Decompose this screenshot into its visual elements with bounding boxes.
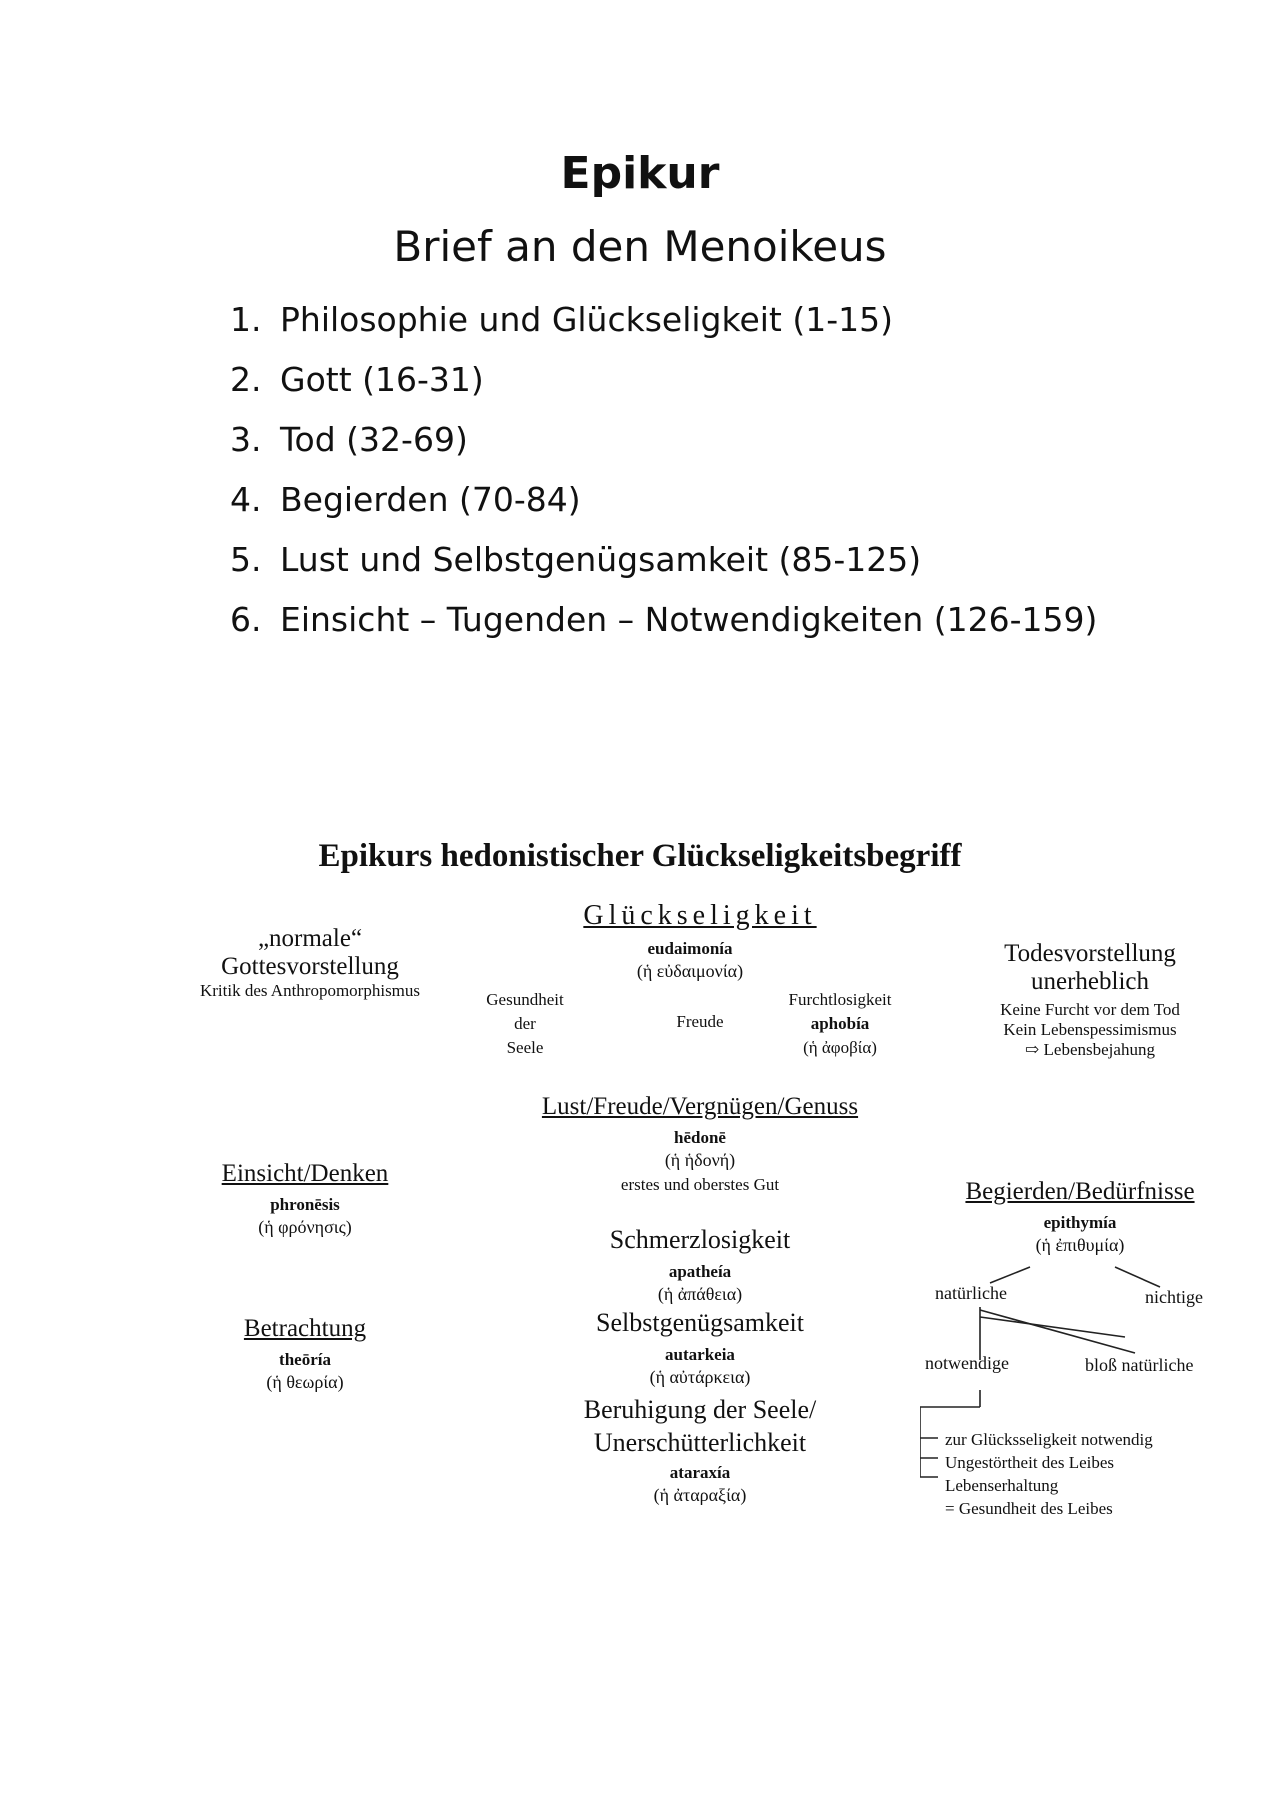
diagram-title: Epikurs hedonistischer Glückseligkeitsbegriff xyxy=(318,838,962,874)
glueck-right3: (ἡ ἀφοβία) xyxy=(803,1038,877,1057)
glueck-left1: Gesundheit xyxy=(486,990,564,1009)
schmerz-greek: (ἡ ἀπάθεια) xyxy=(657,1284,743,1304)
glueck-term: eudaimonía xyxy=(647,939,733,958)
toc-item-text: Tod (32-69) xyxy=(280,420,468,459)
glueck-greek: (ἡ εὐδαιμονία) xyxy=(636,961,744,981)
glueck-right1: Furchtlosigkeit xyxy=(788,990,892,1009)
toc-item-number: 2. xyxy=(230,360,262,399)
glueck-heading: Glückseligkeit xyxy=(583,900,817,931)
glueck-right2: aphobía xyxy=(810,1014,870,1033)
toc-item xyxy=(230,470,1130,530)
branch-line-right xyxy=(1115,1267,1160,1287)
beruhigung-term: ataraxía xyxy=(669,1463,731,1482)
toc-item xyxy=(230,410,1130,470)
natuerlich-to-bloss-2 xyxy=(980,1317,1125,1337)
betrachtung-term: theōría xyxy=(279,1350,331,1369)
branch-line-left xyxy=(990,1267,1030,1283)
begierden-list xyxy=(945,1428,1153,1520)
gott-block xyxy=(160,925,460,1001)
toc-item-text: Philosophie und Glückseligkeit (1-15) xyxy=(280,300,893,339)
natuerlich-to-bloss xyxy=(980,1310,1135,1353)
begierden-natuerlich: natürliche xyxy=(935,1283,1007,1303)
einsicht-term: phronēsis xyxy=(270,1195,340,1214)
begierden-nichtig: nichtige xyxy=(1145,1287,1203,1307)
begierden-greek: (ἡ ἐπιθυμία) xyxy=(1035,1235,1125,1255)
toc-item-number: 4. xyxy=(230,480,262,519)
toc-item-text: Gott (16-31) xyxy=(280,360,484,399)
gott-line1: „normale“ xyxy=(257,925,363,952)
tod-line4: Kein Lebenspessimismus xyxy=(1003,1020,1177,1039)
glueck-mid: Freude xyxy=(676,1012,724,1031)
begierden-term: epithymía xyxy=(1043,1213,1117,1232)
beruhigung-heading xyxy=(520,1393,880,1459)
toc-item-number: 6. xyxy=(230,600,262,639)
beruhigung-line2: Unerschütterlichkeit xyxy=(593,1428,807,1457)
toc-item xyxy=(230,590,1110,650)
begierden-bloss: bloß natürliche xyxy=(1085,1355,1194,1375)
begierden-notwendig: notwendige xyxy=(925,1353,1009,1373)
page-subtitle: Brief an den Menoikeus xyxy=(393,222,887,271)
begierden-heading: Begierden/Bedürfnisse xyxy=(965,1178,1195,1205)
lust-heading: Lust/Freude/Vergnügen/Genuss xyxy=(541,1093,859,1120)
glueck-left2: der xyxy=(514,1014,536,1033)
toc-item-text: Lust und Selbstgenügsamkeit (85-125) xyxy=(280,540,922,579)
toc-item xyxy=(230,350,1130,410)
tod-line3: Keine Furcht vor dem Tod xyxy=(1000,1000,1180,1019)
selbst-term: autarkeia xyxy=(665,1345,735,1364)
toc-item-text: Einsicht – Tugenden – Notwendigkeiten (126-159) xyxy=(280,600,1098,639)
schmerz-term: apatheía xyxy=(668,1262,732,1281)
begierden-item1: zur Glücksseligkeit notwendig xyxy=(945,1430,1153,1449)
schmerz-heading: Schmerzlosigkeit xyxy=(609,1225,791,1254)
lust-note: erstes und oberstes Gut xyxy=(620,1175,780,1194)
lust-term: hēdonē xyxy=(674,1128,726,1147)
einsicht-greek: (ἡ φρόνησις) xyxy=(258,1217,352,1237)
toc-item-number: 3. xyxy=(230,420,262,459)
tod-block xyxy=(940,940,1240,1060)
tod-line5: ⇨ Lebensbejahung xyxy=(1025,1040,1155,1059)
page-title: Epikur xyxy=(560,148,720,199)
glueck-left xyxy=(470,988,580,1060)
tod-line2: unerheblich xyxy=(1030,968,1149,995)
betrachtung-greek: (ἡ θεωρία) xyxy=(266,1372,344,1392)
table-of-contents xyxy=(230,290,1130,650)
lust-greek: (ἡ ἡδονή) xyxy=(664,1150,736,1170)
toc-item-number: 5. xyxy=(230,540,262,579)
gott-line3: Kritik des Anthropomorphismus xyxy=(199,981,421,1000)
beruhigung-greek: (ἡ ἀταραξία) xyxy=(653,1485,747,1505)
begierden-item3: Lebenserhaltung xyxy=(945,1476,1059,1495)
selbst-heading: Selbstgenügsamkeit xyxy=(596,1308,804,1337)
toc-item-number: 1. xyxy=(230,300,262,339)
gott-line2: Gottesvorstellung xyxy=(221,953,399,980)
beruhigung-line1: Beruhigung der Seele/ xyxy=(583,1395,817,1424)
selbst-greek: (ἡ αὐτάρκεια) xyxy=(649,1367,751,1387)
einsicht-heading: Einsicht/Denken xyxy=(221,1160,389,1187)
tod-line1: Todesvorstellung xyxy=(1004,940,1176,967)
toc-item xyxy=(230,530,1130,590)
begierden-item4: = Gesundheit des Leibes xyxy=(945,1499,1113,1518)
toc-item xyxy=(230,290,1130,350)
glueck-left3: Seele xyxy=(506,1038,544,1057)
toc-item-text: Begierden (70-84) xyxy=(280,480,581,519)
betrachtung-heading: Betrachtung xyxy=(243,1315,367,1342)
glueck-right xyxy=(765,988,915,1060)
begierden-item2: Ungestörtheit des Leibes xyxy=(945,1453,1115,1472)
